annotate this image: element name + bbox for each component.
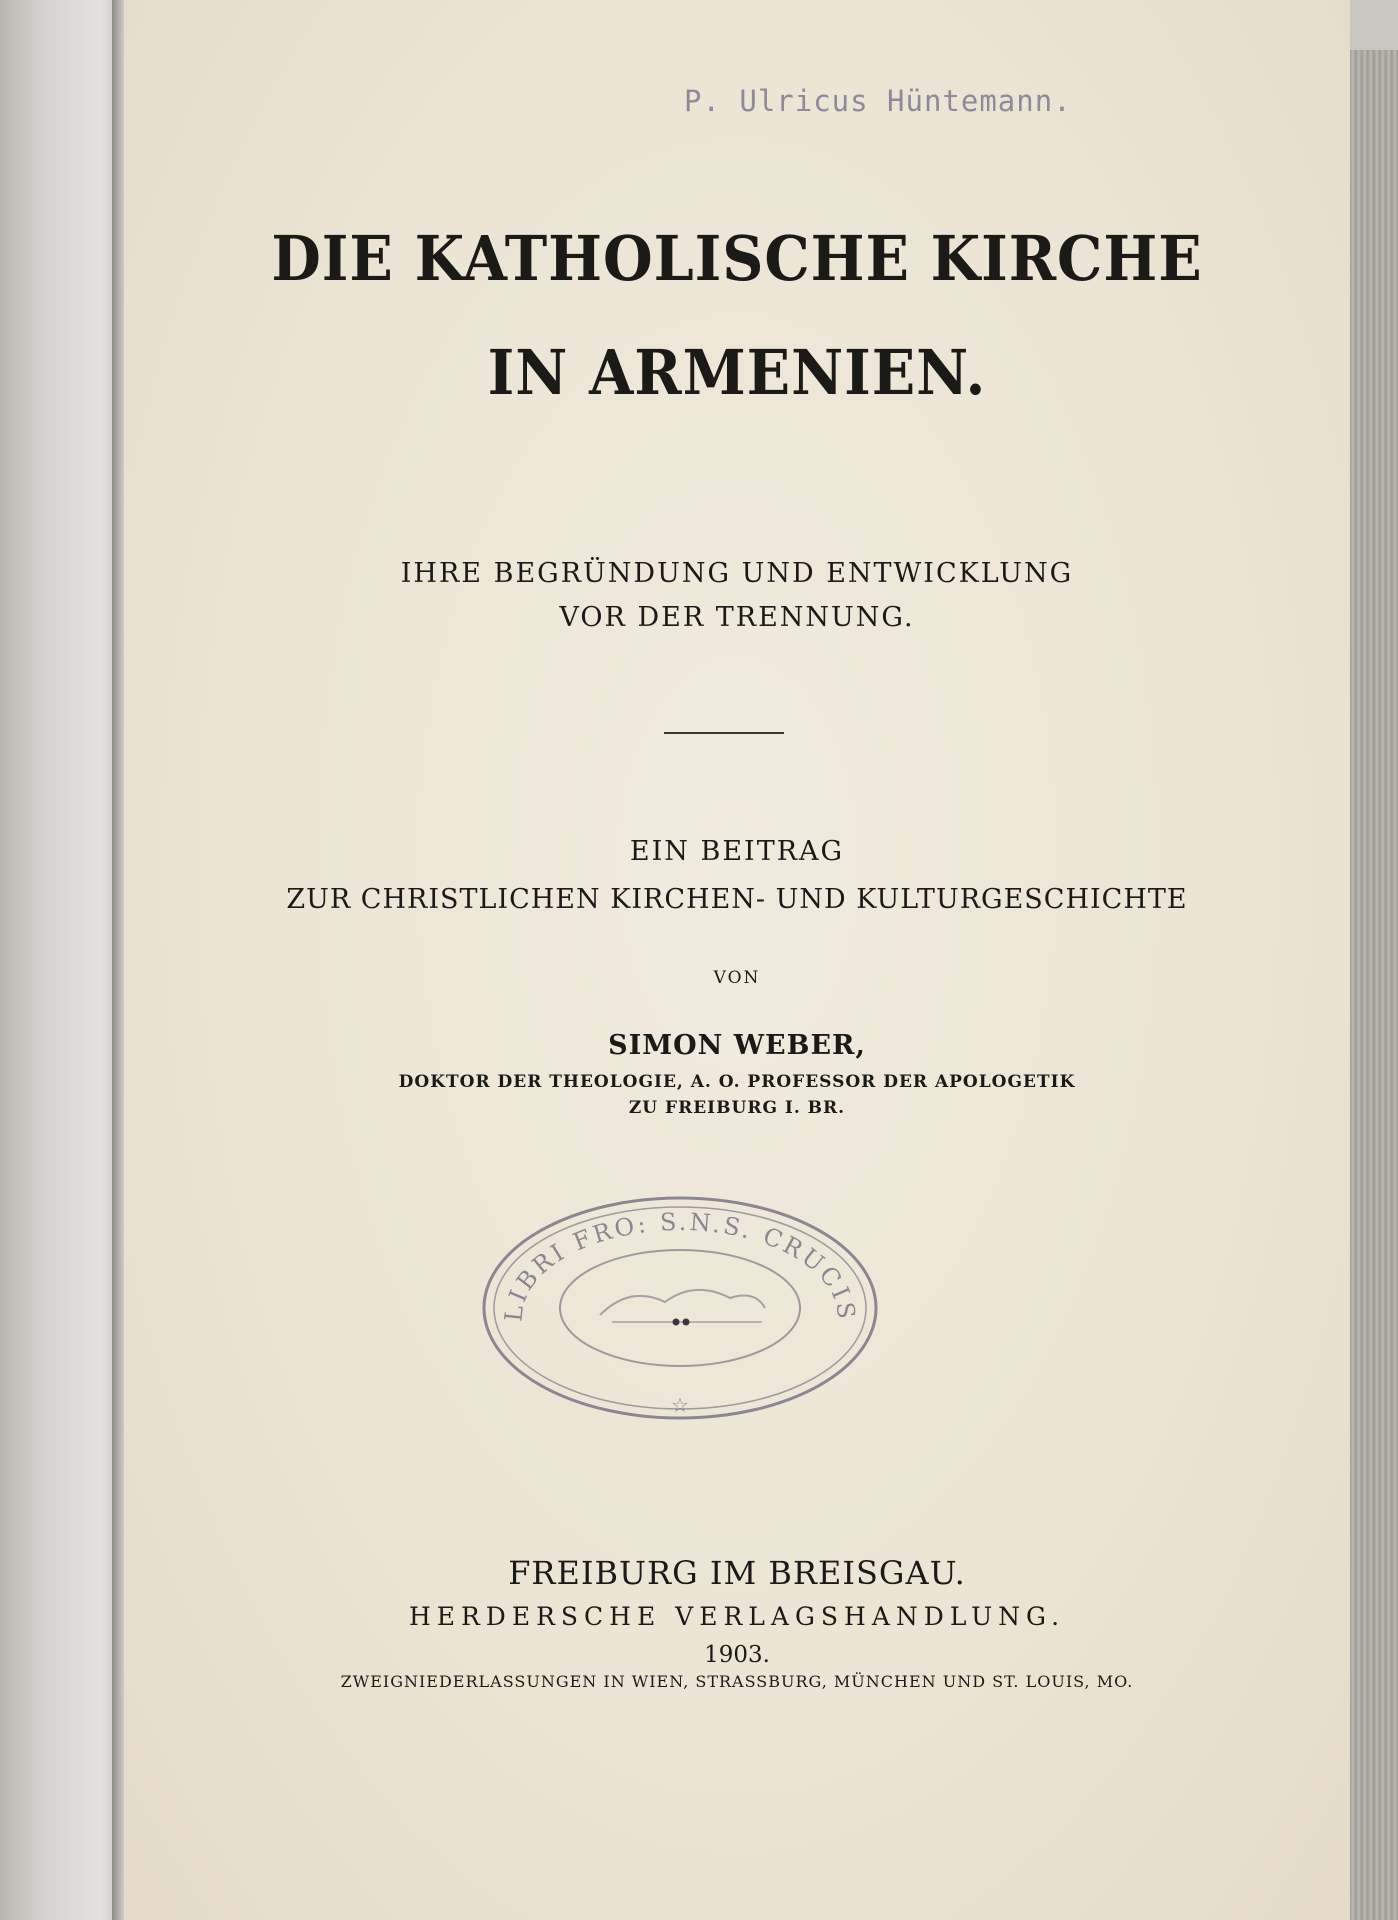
publisher-branches: ZWEIGNIEDERLASSUNGEN IN WIEN, STRASSBURG, MÜNCHEN UND ST. LOUIS, MO.: [340, 1672, 1134, 1691]
facing-page: [0, 0, 118, 1920]
by-label: VON: [713, 968, 761, 988]
title-page: [124, 0, 1350, 1920]
owner-inscription: P. Ulricus Hüntemann.: [684, 84, 1072, 118]
author-credentials-2: ZU FREIBURG I. BR.: [628, 1098, 846, 1118]
author-credentials-1: DOKTOR DER THEOLOGIE, A. O. PROFESSOR DER APOLOGETIK: [398, 1072, 1076, 1092]
library-stamp: [480, 1190, 880, 1425]
publisher-name: HERDERSCHE VERLAGSHANDLUNG.: [408, 1602, 1066, 1631]
svg-text:☆: ☆: [671, 1393, 689, 1417]
series-line-1: EIN BEITRAG: [629, 836, 845, 867]
page-edges: [1350, 50, 1398, 1920]
stamp-text: LIBRI FRO: S.N.S. CRUCIS: [499, 1207, 861, 1323]
publication-year: 1903.: [704, 1642, 770, 1668]
publisher-place: FREIBURG IM BREISGAU.: [508, 1554, 966, 1592]
author-name: SIMON WEBER,: [608, 1030, 866, 1061]
subtitle-line-1: IHRE BEGRÜNDUNG UND ENTWICKLUNG: [400, 558, 1074, 589]
divider-rule: [664, 732, 784, 734]
title-line-2: IN ARMENIEN.: [487, 336, 987, 409]
series-line-2: ZUR CHRISTLICHEN KIRCHEN- UND KULTURGESCHICHTE: [286, 884, 1188, 915]
subtitle-line-2: VOR DER TRENNUNG.: [559, 602, 915, 633]
title-line-1: DIE KATHOLISCHE KIRCHE: [271, 222, 1203, 295]
